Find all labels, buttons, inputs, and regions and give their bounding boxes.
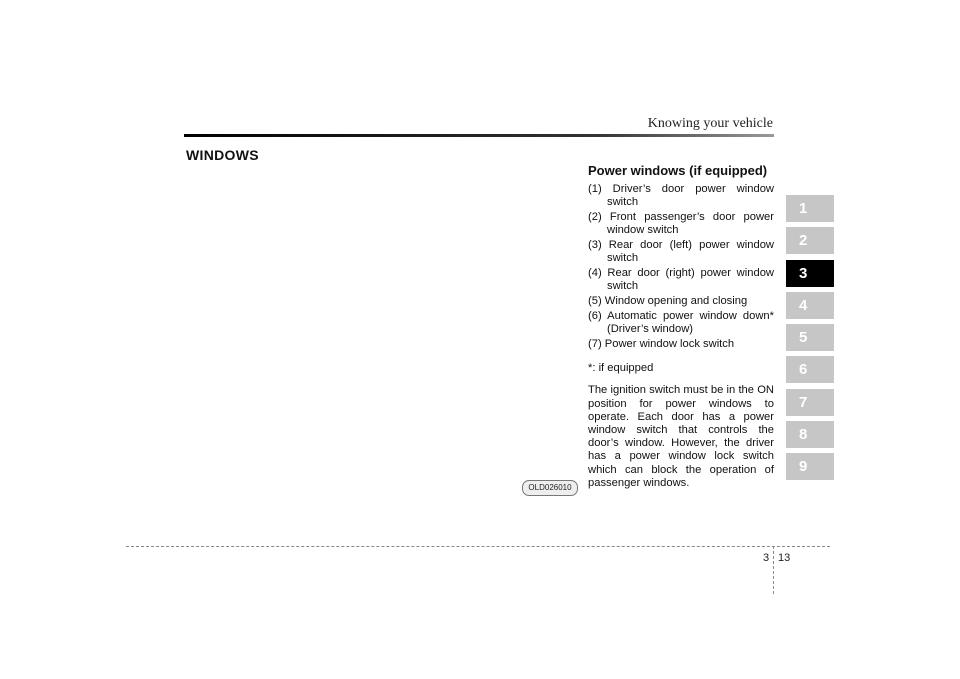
footer-page-number: 13 [778,552,791,564]
body-paragraph: The ignition switch must be in the ON position for power windows to operate. Each door has a power window switch that controls the door’s window. However, the driver has a power window lock switch which can block the operation of passenger windows. [588,384,774,489]
chapter-tab-4[interactable]: 4 [786,292,834,319]
footer-divider [773,546,774,594]
chapter-tab-1[interactable]: 1 [786,195,834,222]
text-column [588,164,774,490]
component-list [588,183,774,351]
chapter-tab-7[interactable]: 7 [786,389,834,416]
subheading: Power windows (if equipped) [588,163,768,178]
list-item: (2) Front passenger’s door power window switch [588,211,774,237]
header-title: Knowing your vehicle [647,116,773,131]
footer-rule [126,546,830,547]
list-item: (7) Power window lock switch [588,338,735,350]
chapter-tab-6[interactable]: 6 [786,356,834,383]
footnote: *: if equipped [588,362,654,375]
list-item: (3) Rear door (left) power window switch [588,239,774,265]
figure-code-label: OLD026010 [522,480,578,496]
chapter-tab-5[interactable]: 5 [786,324,834,351]
chapter-tab-2[interactable]: 2 [786,227,834,254]
chapter-tabs [786,195,834,486]
list-item: (4) Rear door (right) power window switch [588,267,774,293]
footer-chapter-number: 3 [763,552,770,564]
chapter-tab-9[interactable]: 9 [786,453,834,480]
chapter-tab-3[interactable]: 3 [786,260,834,287]
list-item: (1) Driver’s door power window switch [588,183,774,209]
chapter-tab-8[interactable]: 8 [786,421,834,448]
list-item: (6) Automatic power window down* (Driver’s window) [588,310,774,336]
section-title: WINDOWS [186,147,259,163]
list-item: (5) Window opening and closing [588,295,748,308]
header-rule [184,134,774,137]
